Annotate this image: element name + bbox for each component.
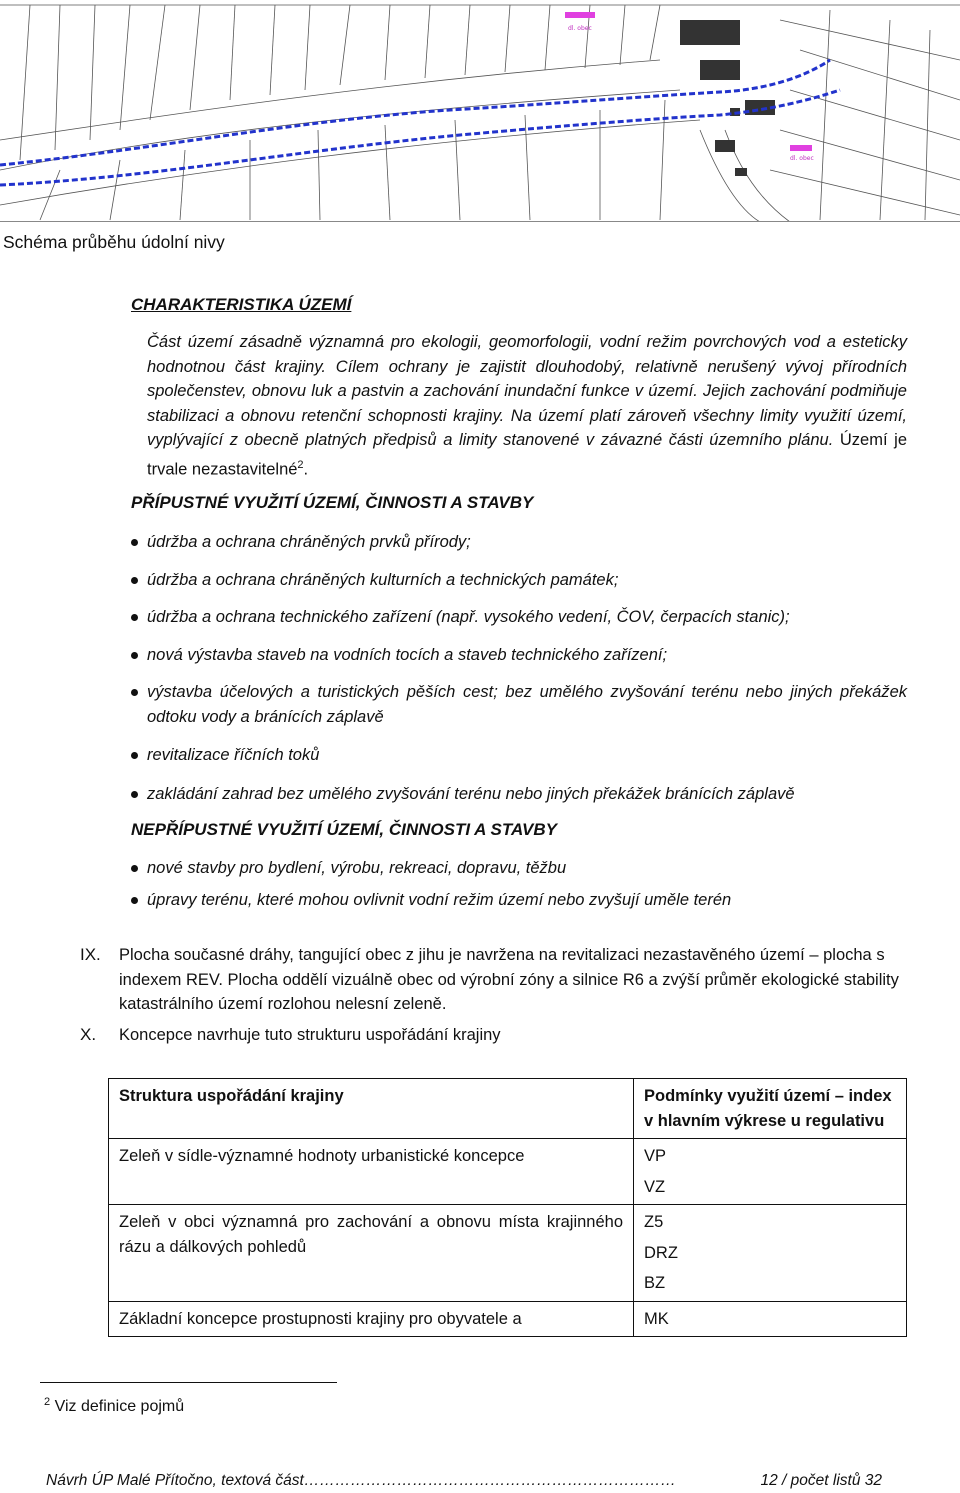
permitted-item-text: zakládání zahrad bez umělého zvyšování terénu nebo jiných překážek bránících záplavě [147, 785, 795, 803]
footnote-separator [40, 1382, 337, 1383]
paragraph-end: . [303, 460, 309, 478]
landscape-structure-table [108, 1078, 907, 1337]
forbidden-item [131, 856, 907, 881]
permitted-item-text: revitalizace říčních toků [147, 746, 320, 764]
permitted-item [131, 530, 907, 555]
footnote [44, 1398, 184, 1416]
permitted-item [131, 680, 907, 729]
permitted-item [131, 743, 907, 768]
permitted-item-text: údržba a ochrana technického zařízení (např. vysokého vedení, ČOV, čerpacích stanic); [147, 608, 790, 626]
numbered-item [80, 943, 910, 1017]
permitted-item [131, 605, 907, 630]
bullet-icon [131, 752, 138, 759]
table-cell-index [634, 1139, 907, 1205]
map-caption: Schéma průběhu údolní nivy [3, 232, 225, 252]
footnote-text: Viz definice pojmů [54, 1398, 185, 1415]
table-row [109, 1205, 907, 1302]
bullet-icon [131, 791, 138, 798]
permitted-item-text: nová výstavba staveb na vodních tocích a staveb technického zařízení; [147, 646, 668, 664]
index-code: Z5 [644, 1213, 664, 1231]
item-text: Koncepce navrhuje tuto strukturu uspořádání krajiny [119, 1026, 501, 1044]
footnote-number: 2 [44, 1396, 51, 1408]
bullet-icon [131, 689, 138, 696]
table-header-row [109, 1079, 907, 1139]
index-code: VP [644, 1147, 667, 1165]
footnote-reference: 2 [297, 458, 304, 471]
section-heading-forbidden: NEPŘÍPUSTNÉ VYUŽITÍ ÚZEMÍ, ČINNOSTI A STAVBY [131, 820, 557, 839]
forbidden-item [131, 888, 907, 913]
section-heading-permitted: PŘÍPUSTNÉ VYUŽITÍ ÚZEMÍ, ČINNOSTI A STAVBY [131, 493, 534, 512]
bullet-icon [131, 539, 138, 546]
paragraph-italic-text: Část území zásadně významná pro ekologii, geomorfologii, vodní režim povrchových vod a esteticky hodnotnou část krajiny. Cílem ochrany je zajistit dlouhodobý, relativně nerušený vývoj přírodních společenstev, obnovu luk a pastvin a zachování inundační funkce v území. Jejich zachování podmiňuje stabilizaci a obnovu retenční schopnosti krajiny. Na území platí zároveň všechny limity využití území, vyplývající z obecně platných předpisů a limity stanovené v závazné části územního plánu. [147, 333, 907, 449]
index-code: DRZ [644, 1243, 678, 1262]
index-code: BZ [644, 1274, 666, 1292]
bullet-icon [131, 865, 138, 872]
permitted-item-text: výstavba účelových a turistických pěších cest; bez umělého zvyšování terénu nebo jiných překážek odtoku vody a bránících záplavě [147, 683, 907, 726]
item-number: X. [80, 1025, 97, 1044]
forbidden-item-text: úpravy terénu, které mohou ovlivnit vodní režim území nebo zvyšují uměle terén [147, 891, 732, 909]
bullet-icon [131, 577, 138, 584]
forbidden-item-text: nové stavby pro bydlení, výrobu, rekreaci, dopravu, těžbu [147, 859, 567, 877]
bullet-icon [131, 652, 138, 659]
item-text: Plocha současné dráhy, tangující obec z jihu je navržena na revitalizaci nezastavěného území – plocha s indexem REV. Plocha oddělí vizuálně obec od výrobní zóny a silnice R6 a zvýší průměr ekologické stability katastrálního území rozlohou nelesní zeleně. [119, 946, 899, 1013]
table-cell-structure: Základní koncepce prostupnosti krajiny pro obyvatele a [109, 1301, 634, 1337]
index-code: MK [644, 1309, 669, 1328]
page-footer [46, 1472, 882, 1490]
footer-page-number: 12 / počet listů 32 [760, 1472, 882, 1489]
table-cell-index [634, 1205, 907, 1302]
section-heading-characteristics: CHARAKTERISTIKA ÚZEMÍ [131, 295, 352, 314]
bullet-icon [131, 897, 138, 904]
permitted-item-text: údržba a ochrana chráněných prvků přírody; [147, 533, 471, 551]
characteristics-paragraph [147, 330, 907, 482]
permitted-item [131, 782, 907, 807]
table-cell-index [634, 1301, 907, 1337]
bullet-icon [131, 614, 138, 621]
table-header-cell: Podmínky využití území – index v hlavním výkrese u regulativu [634, 1079, 907, 1139]
table-row [109, 1139, 907, 1205]
valley-floodplain-map [0, 0, 960, 222]
index-code: VZ [644, 1177, 666, 1196]
permitted-item [131, 568, 907, 593]
paragraph-upright-text: Území je trvale nezastavitelné [147, 431, 907, 478]
table-cell-structure: Zeleň v obci významná pro zachování a obnovu místa krajinného rázu a dálkových pohledů [109, 1205, 634, 1302]
map-label-1: dl. obec [568, 25, 592, 32]
table-cell-structure: Zeleň v sídle-významné hodnoty urbanistické koncepce [109, 1139, 634, 1205]
numbered-item [80, 1023, 910, 1048]
table-header-cell: Struktura uspořádání krajiny [109, 1079, 634, 1139]
footer-document-title: Návrh ÚP Malé Přítočno, textová část……………………………………………………………… [46, 1472, 676, 1489]
permitted-item-text: údržba a ochrana chráněných kulturních a technických památek; [147, 571, 619, 589]
map-label-2: dl. obec [790, 155, 814, 162]
item-number: IX. [80, 945, 101, 964]
permitted-item [131, 643, 907, 668]
table-row [109, 1301, 907, 1337]
